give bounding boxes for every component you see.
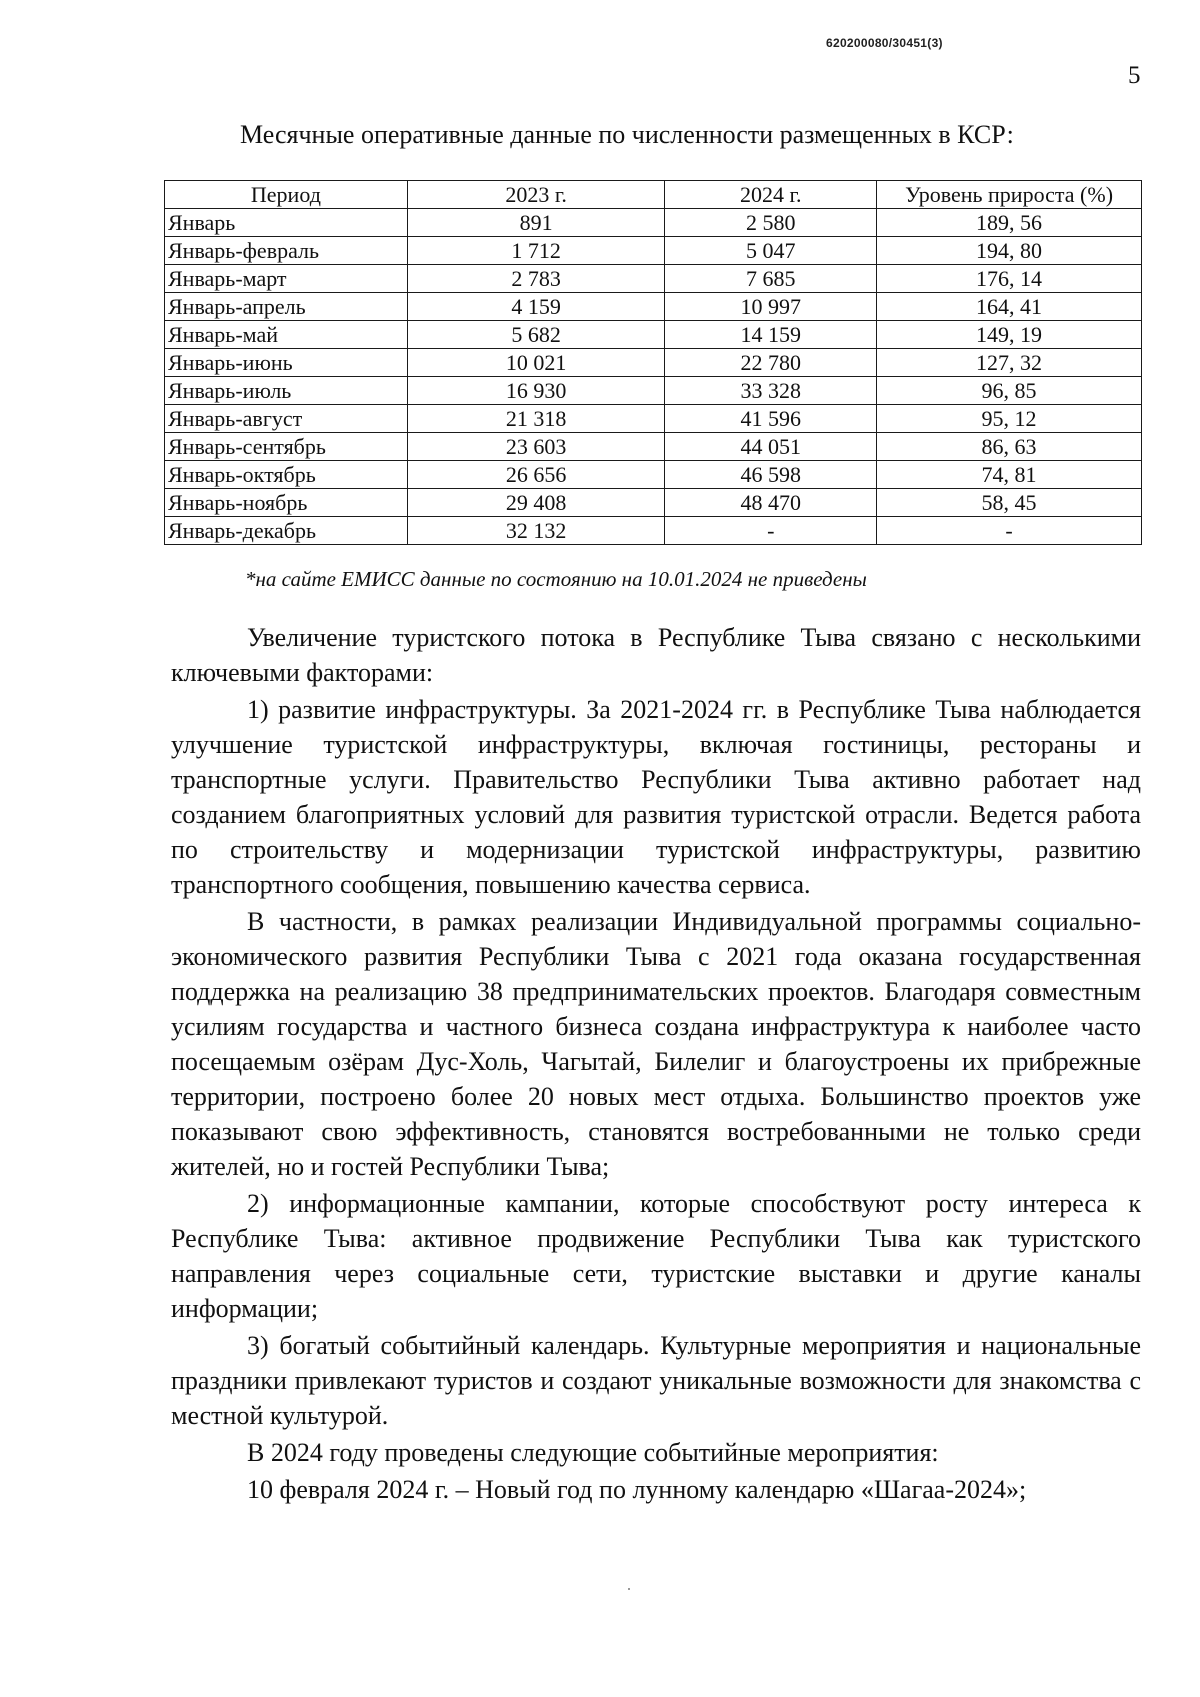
document-id: 620200080/30451(3) xyxy=(826,36,943,50)
cell-2024: - xyxy=(665,517,877,545)
cell-period: Январь-сентябрь xyxy=(165,433,408,461)
cell-2024: 5 047 xyxy=(665,237,877,265)
cell-2023: 16 930 xyxy=(407,377,665,405)
table-row xyxy=(165,265,1142,293)
cell-2023: 891 xyxy=(407,209,665,237)
cell-period: Январь-декабрь xyxy=(165,517,408,545)
table-row xyxy=(165,461,1142,489)
cell-period: Январь-октябрь xyxy=(165,461,408,489)
table-header-row xyxy=(165,181,1142,209)
table-row xyxy=(165,489,1142,517)
cell-growth: 96, 85 xyxy=(877,377,1142,405)
cell-2023: 32 132 xyxy=(407,517,665,545)
cell-2024: 14 159 xyxy=(665,321,877,349)
cell-2024: 7 685 xyxy=(665,265,877,293)
table-row xyxy=(165,377,1142,405)
cell-growth: 176, 14 xyxy=(877,265,1142,293)
column-header-growth: Уровень прироста (%) xyxy=(877,181,1142,209)
paragraph-events-intro: В 2024 году проведены следующие событийные мероприятия: xyxy=(247,1438,939,1467)
cell-2023: 21 318 xyxy=(407,405,665,433)
cell-period: Январь-апрель xyxy=(165,293,408,321)
column-header-2024: 2024 г. xyxy=(665,181,877,209)
cell-growth: 189, 56 xyxy=(877,209,1142,237)
cell-period: Январь-февраль xyxy=(165,237,408,265)
cell-2023: 10 021 xyxy=(407,349,665,377)
table-row xyxy=(165,293,1142,321)
paragraph-infrastructure: 1) развитие инфраструктуры. За 2021-2024 гг. в Республике Тыва наблюдается улучшение туристской инфраструктуры, включая гостиницы, рестораны и транспортные услуги. Правительство Республики Тыва активно работает над созданием благоприятных условий для развития туристской отрасли. Ведется работа по строительству и модернизации туристской инфраструктуры, развитию транспортного сообщения, повышению качества сервиса. xyxy=(171,695,1141,899)
cell-2024: 10 997 xyxy=(665,293,877,321)
column-header-period: Период xyxy=(165,181,408,209)
cell-growth: 58, 45 xyxy=(877,489,1142,517)
cell-2023: 5 682 xyxy=(407,321,665,349)
table-row xyxy=(165,237,1142,265)
page-number: 5 xyxy=(1128,62,1141,89)
cell-2024: 41 596 xyxy=(665,405,877,433)
table-row xyxy=(165,517,1142,545)
cell-2024: 22 780 xyxy=(665,349,877,377)
table-title: Месячные оперативные данные по численности размещенных в КСР: xyxy=(240,120,1014,149)
cell-growth: 164, 41 xyxy=(877,293,1142,321)
table-row xyxy=(165,321,1142,349)
cell-period: Январь-июль xyxy=(165,377,408,405)
cell-growth: 86, 63 xyxy=(877,433,1142,461)
table-row xyxy=(165,349,1142,377)
accommodation-table xyxy=(164,180,1142,545)
cell-growth: 149, 19 xyxy=(877,321,1142,349)
table-body xyxy=(165,209,1142,545)
cell-growth: 74, 81 xyxy=(877,461,1142,489)
cell-2024: 48 470 xyxy=(665,489,877,517)
table-row xyxy=(165,405,1142,433)
cell-2023: 2 783 xyxy=(407,265,665,293)
cell-period: Январь-август xyxy=(165,405,408,433)
cell-2023: 26 656 xyxy=(407,461,665,489)
paragraph-intro: Увеличение туристского потока в Республике Тыва связано с несколькими ключевыми факторами: xyxy=(171,623,1141,687)
paragraph-event-shagaa: 10 февраля 2024 г. – Новый год по лунному календарю «Шагаа-2024»; xyxy=(247,1475,1027,1504)
table-footnote: *на сайте ЕМИСС данные по состоянию на 10.01.2024 не приведены xyxy=(245,567,867,591)
cell-growth: 194, 80 xyxy=(877,237,1142,265)
cell-growth: - xyxy=(877,517,1142,545)
cell-growth: 95, 12 xyxy=(877,405,1142,433)
paragraph-program: В частности, в рамках реализации Индивидуальной программы социально-экономического развития Республики Тыва с 2021 года оказана государственная поддержка на реализацию 38 предпринимательских проектов. Благодаря совместным усилиям государства и частного бизнеса создана инфраструктура к наиболее часто посещаемым озёрам Дус-Холь, Чагытай, Билелиг и благоустроены их прибрежные территории, построено более 20 новых мест отдыха. Большинство проектов уже показывают свою эффективность, становятся востребованными не только среди жителей, но и гостей Республики Тыва; xyxy=(171,907,1141,1181)
cell-period: Январь xyxy=(165,209,408,237)
cell-growth: 127, 32 xyxy=(877,349,1142,377)
cell-2024: 46 598 xyxy=(665,461,877,489)
cell-period: Январь-март xyxy=(165,265,408,293)
cell-2023: 1 712 xyxy=(407,237,665,265)
cell-period: Январь-май xyxy=(165,321,408,349)
cell-2023: 29 408 xyxy=(407,489,665,517)
cell-period: Январь-июнь xyxy=(165,349,408,377)
cell-2024: 33 328 xyxy=(665,377,877,405)
cell-period: Январь-ноябрь xyxy=(165,489,408,517)
cell-2023: 4 159 xyxy=(407,293,665,321)
table-row xyxy=(165,209,1142,237)
cell-2024: 44 051 xyxy=(665,433,877,461)
scan-artifact xyxy=(628,1588,630,1590)
table-row xyxy=(165,433,1142,461)
body-text xyxy=(171,620,1141,1507)
paragraph-information-campaigns: 2) информационные кампании, которые способствуют росту интереса к Республике Тыва: активное продвижение Республики Тыва как туристского направления через социальные сети, туристские выставки и другие каналы информации; xyxy=(171,1189,1141,1323)
cell-2024: 2 580 xyxy=(665,209,877,237)
column-header-2023: 2023 г. xyxy=(407,181,665,209)
paragraph-event-calendar: 3) богатый событийный календарь. Культурные мероприятия и национальные праздники привлекают туристов и создают уникальные возможности для знакомства с местной культурой. xyxy=(171,1331,1141,1430)
cell-2023: 23 603 xyxy=(407,433,665,461)
